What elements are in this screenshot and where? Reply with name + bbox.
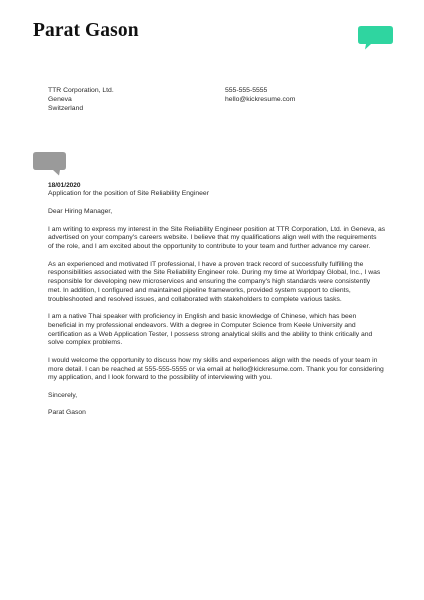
letter-paragraph-1 (48, 226, 398, 252)
greeting-line: Dear Hiring Manager, (48, 208, 113, 215)
paragraph-line: advertised on your company's careers website. I believe that my qualifications align well with the requirements (48, 234, 377, 242)
sender-phone: 555-555-5555 (225, 87, 268, 94)
letter-closing (48, 392, 398, 401)
letter-paragraph-3 (48, 313, 398, 348)
recipient-country: Switzerland (48, 104, 84, 112)
recipient-company: TTR Corporation, Ltd. (48, 87, 114, 94)
recipient-city: Geneva (48, 95, 72, 103)
paragraph-line: solve complex problems. (48, 339, 123, 347)
letter-greeting (48, 208, 398, 217)
closing-line: Sincerely, (48, 391, 78, 399)
paragraph-line: As an experienced and motivated IT professional, I have a proven track record of successfully fulfilling the (48, 260, 364, 268)
paragraph-line: my application, and I look forward to the possibility of interviewing with you. (48, 374, 272, 382)
paragraph-line: responsibilities associated with the Site Reliability Engineer role. During my time at Worldpay Global, Inc., I was (48, 269, 381, 277)
paragraph-line: I would welcome the opportunity to discuss how my skills and experiences align with the needs of your team in (48, 356, 378, 364)
letter-paragraph-4 (48, 357, 398, 383)
paragraph-line: more detail. I can be reached at 555-555-5555 or via email at hello@kickresume.com. Thank you for considering (48, 365, 384, 373)
letter-body (48, 208, 398, 427)
paragraph-line: beneficial in my professional endeavors. With a degree in Computer Science from Keele University and (48, 321, 356, 329)
paragraph-line: troubleshooted and resolved issues, and collaborated with stakeholders to complete various tasks. (48, 295, 342, 303)
recipient-address (48, 87, 114, 114)
paragraph-line: of the role, and I am excited about the opportunity to contribute to your team and further advance my career. (48, 243, 371, 250)
sender-email: hello@kickresume.com (225, 95, 296, 103)
letter-date: 18/01/2020 (48, 182, 81, 189)
speech-bubble-icon-shape (358, 26, 393, 50)
applicant-name: Parat Gason (33, 20, 139, 41)
speech-bubble-icon (33, 152, 66, 176)
sender-contact (225, 87, 295, 105)
paragraph-line: I am writing to express my interest in the Site Reliability Engineer position at TTR Corporation, Ltd. in Geneva, as (48, 225, 386, 233)
paragraph-line: certification as a Web Application Tester, I possess strong analytical skills and the ability to think critically and (48, 330, 373, 338)
paragraph-line: responsible for developing new microservices and ensuring the company's high standards were consistently (48, 278, 371, 285)
letter-subject: Application for the position of Site Reliability Engineer (48, 190, 209, 197)
paragraph-line: I am a native Thai speaker with proficiency in English and basic knowledge of Chinese, which has been (48, 313, 357, 320)
paragraph-line: met. In addition, I configured and maintained pipeline frameworks, provided system support to clients, (48, 286, 351, 294)
speech-bubble-icon-shape (33, 152, 66, 176)
letter-paragraph-2 (48, 261, 398, 305)
letter-signature (48, 409, 398, 418)
speech-bubble-icon (358, 26, 393, 50)
signature-line: Parat Gason (48, 409, 86, 417)
